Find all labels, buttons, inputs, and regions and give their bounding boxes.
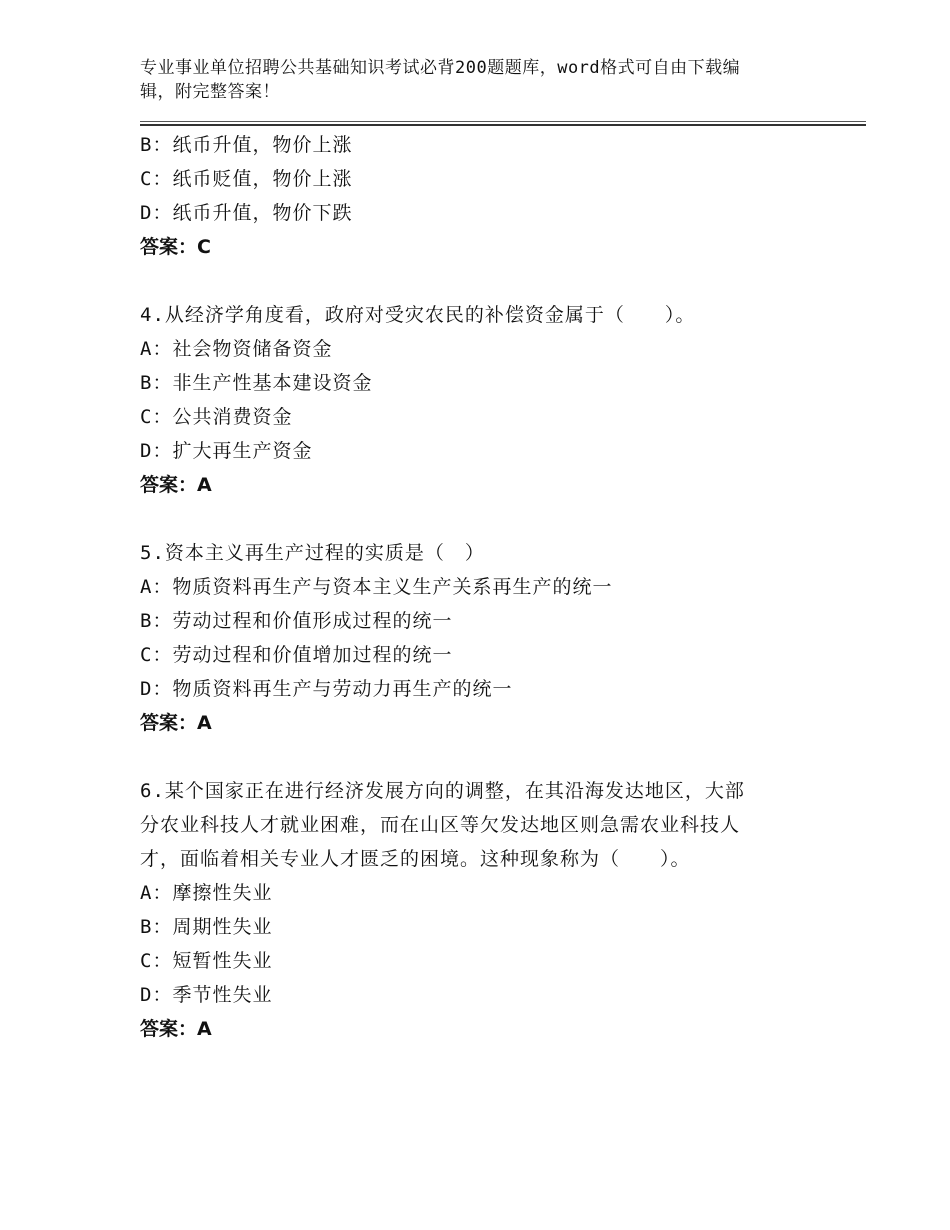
option-b: B：纸币升值，物价上涨: [140, 134, 353, 156]
header-rule-thick: [140, 124, 866, 126]
question-list: [140, 128, 800, 1046]
question-3-continued: [140, 128, 800, 264]
question-stem-line-1: 6.某个国家正在进行经济发展方向的调整，在其沿海发达地区，大部: [140, 780, 745, 802]
answer-label: 答案：A: [140, 712, 212, 734]
option-d: D：物质资料再生产与劳动力再生产的统一: [140, 678, 513, 700]
option-c: C：劳动过程和价值增加过程的统一: [140, 644, 453, 666]
option-c: C：纸币贬值，物价上涨: [140, 168, 353, 190]
option-a: A：社会物资储备资金: [140, 338, 333, 360]
option-d: D：纸币升值，物价下跌: [140, 202, 353, 224]
question-5: [140, 536, 800, 740]
answer-label: 答案：A: [140, 474, 212, 496]
header-rule: [140, 121, 866, 122]
question-stem: 5.资本主义再生产过程的实质是（ ）: [140, 542, 485, 564]
question-6: [140, 774, 800, 1046]
question-stem-line-2: 分农业科技人才就业困难，而在山区等欠发达地区则急需农业科技人: [140, 814, 741, 836]
option-d: D：扩大再生产资金: [140, 440, 313, 462]
question-stem-line-3: 才，面临着相关专业人才匮乏的困境。这种现象称为（ ）。: [140, 848, 691, 870]
answer-label: 答案：A: [140, 1018, 212, 1040]
option-b: B：非生产性基本建设资金: [140, 372, 373, 394]
answer-label: 答案：C: [140, 236, 211, 258]
header-line-1: 专业事业单位招聘公共基础知识考试必背200题题库，word格式可自由下载编: [140, 58, 741, 78]
question-4: [140, 298, 800, 502]
option-a: A：物质资料再生产与资本主义生产关系再生产的统一: [140, 576, 613, 598]
option-b: B：劳动过程和价值形成过程的统一: [140, 610, 453, 632]
option-c: C：公共消费资金: [140, 406, 293, 428]
option-b: B：周期性失业: [140, 916, 273, 938]
question-stem: 4.从经济学角度看，政府对受灾农民的补偿资金属于（ ）。: [140, 304, 696, 326]
document-header: [140, 56, 790, 104]
option-a: A：摩擦性失业: [140, 882, 273, 904]
header-line-2: 辑，附完整答案！: [140, 82, 280, 102]
option-c: C：短暂性失业: [140, 950, 273, 972]
option-d: D：季节性失业: [140, 984, 273, 1006]
